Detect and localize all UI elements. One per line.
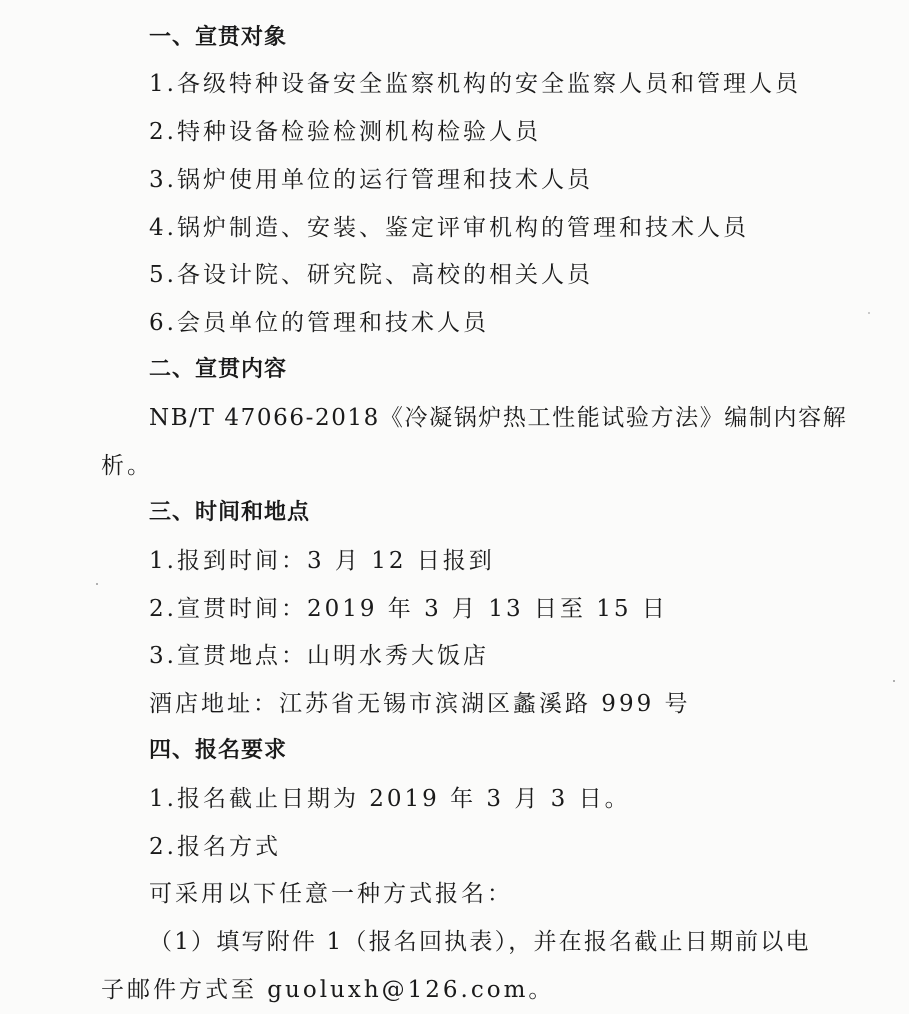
audience-item-4: 4.锅炉制造、安装、鉴定评审机构的管理和技术人员 (149, 215, 749, 241)
registration-option-1-line-1: （1）填写附件 1（报名回执表），并在报名截止日期前以电 (149, 929, 811, 955)
training-time: 2.宣贯时间：2019 年 3 月 13 日至 15 日 (149, 596, 668, 622)
audience-item-2: 2.特种设备检验检测机构检验人员 (149, 119, 541, 145)
scan-speck (868, 312, 870, 314)
registration-method-intro: 可采用以下任意一种方式报名： (149, 881, 513, 907)
section-heading-registration: 四、报名要求 (149, 738, 288, 763)
registration-deadline: 1.报名截止日期为 2019 年 3 月 3 日。 (149, 786, 631, 812)
training-venue: 3.宣贯地点：山明水秀大饭店 (149, 643, 489, 669)
registration-option-1-line-2: 子邮件方式至 guoluxh@126.com。 (101, 977, 555, 1003)
audience-item-3: 3.锅炉使用单位的运行管理和技术人员 (149, 167, 593, 193)
section-heading-time-place: 三、时间和地点 (149, 500, 311, 525)
scan-speck (96, 583, 98, 585)
section-heading-content: 二、宣贯内容 (149, 357, 288, 382)
audience-item-1: 1.各级特种设备安全监察机构的安全监察人员和管理人员 (149, 71, 801, 97)
checkin-time: 1.报到时间：3 月 12 日报到 (149, 548, 495, 574)
content-paragraph-line-1: NB/T 47066-2018《冷凝锅炉热工性能试验方法》编制内容解 (149, 405, 848, 431)
scan-speck (893, 680, 895, 682)
hotel-address: 酒店地址：江苏省无锡市滨湖区蠡溪路 999 号 (149, 691, 691, 717)
audience-item-5: 5.各设计院、研究院、高校的相关人员 (149, 262, 593, 288)
registration-method-title: 2.报名方式 (149, 834, 281, 860)
section-heading-audience: 一、宣贯对象 (149, 25, 288, 50)
content-paragraph-line-2: 析。 (101, 453, 153, 479)
audience-item-6: 6.会员单位的管理和技术人员 (149, 310, 489, 336)
